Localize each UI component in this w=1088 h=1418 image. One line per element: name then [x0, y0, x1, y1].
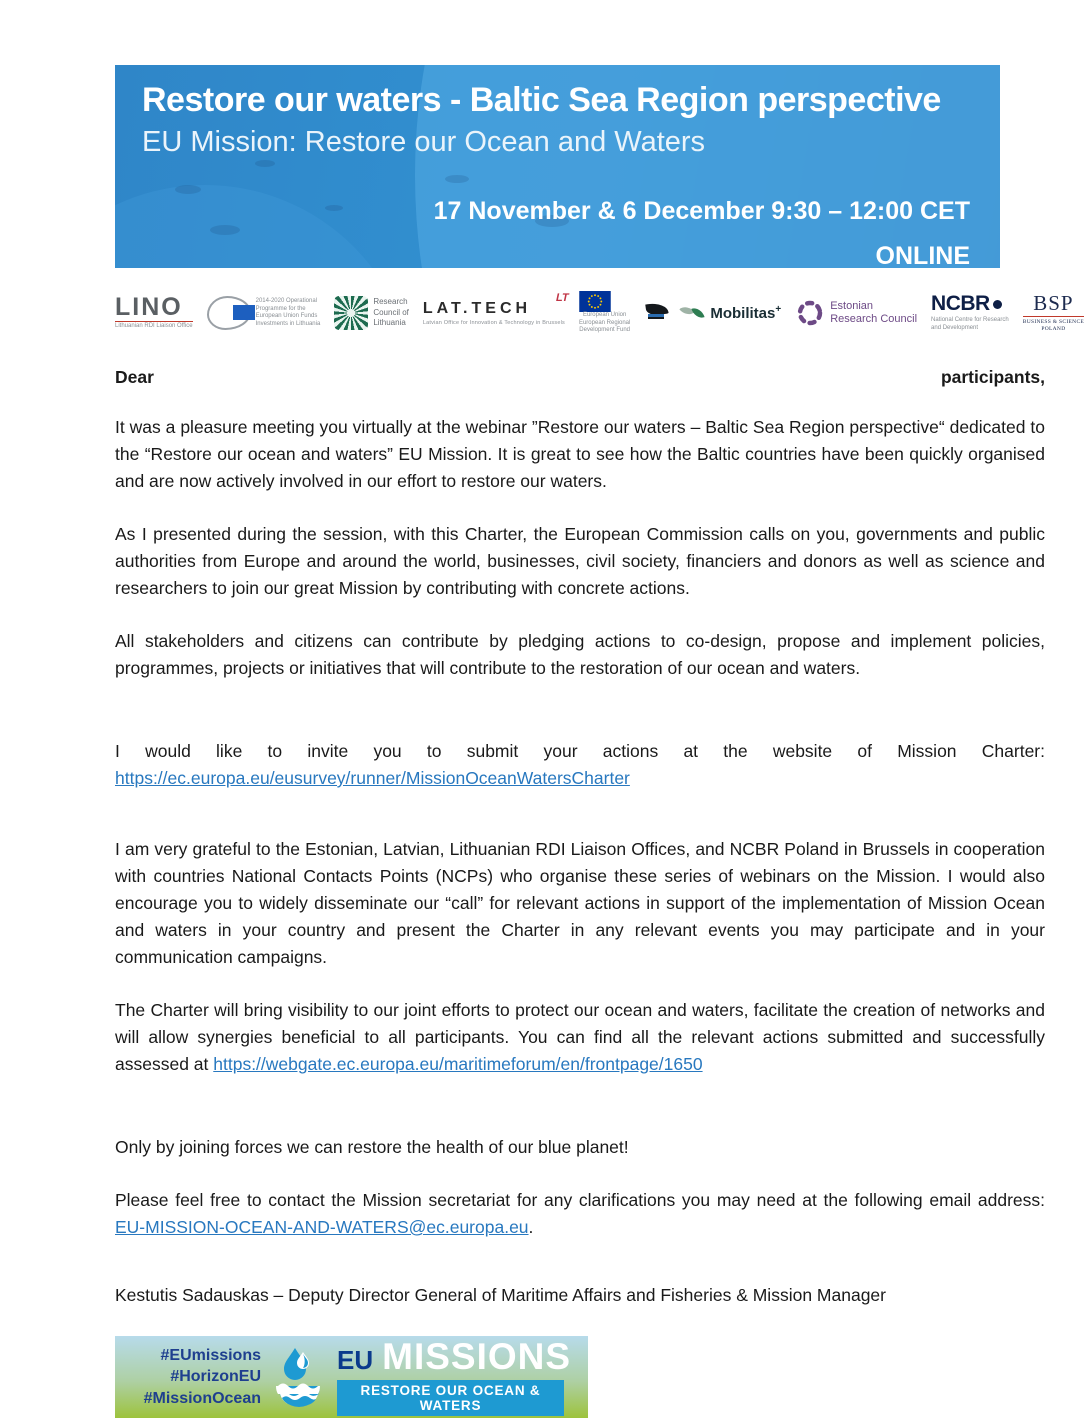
hashtag-missionocean: #MissionOcean: [143, 1389, 261, 1407]
lt-funds-text: European Union Funds: [255, 313, 318, 319]
mobilitas-wordmark: Mobilitas: [710, 305, 776, 322]
eu-flag-icon: [579, 291, 630, 312]
paragraph-2: As I presented during the session, with this Charter, the European Commission calls on you, governments and public authorities from Europe and around the world, businesses, civil society, financiers and donors as well as science and researchers to join our great Mission by contributing with concrete actions.: [115, 524, 1045, 598]
footer-tagline: RESTORE OUR OCEAN & WATERS: [337, 1380, 564, 1416]
bsp-rule: [1023, 316, 1084, 317]
paragraph-7: Only by joining forces we can restore the health of our blue planet!: [115, 1137, 629, 1157]
lino-wordmark: LINO: [115, 293, 183, 322]
ncbr-text: National Centre for Research: [931, 317, 1009, 324]
mobilitas-plus: +: [775, 304, 782, 315]
paragraph-3: All stakeholders and citizens can contribute by pledging actions to co-design, propose and implement policies, programmes, projects or initiatives that will contribute to the restoration of our ocean and waters.: [115, 631, 1045, 678]
paragraph-8: [115, 1187, 1045, 1241]
paragraph-5: I am very grateful to the Estonian, Latvian, Lithuanian RDI Liaison Offices, and NCBR Poland in Brussels in cooperation with countries National Contacts Points (NCPs) who organise these series of webinars on the Mission. I would also encourage you to widely disseminate our “call” for relevant actions in support of the implementation of Mission Ocean and waters in your country and present the Charter in any relevant events you may participate and in your communication campaigns.: [115, 839, 1045, 967]
estonian-flag-logo: [644, 303, 670, 323]
lattech-lt-mark: LT: [555, 291, 571, 304]
mission-email-link[interactable]: EU-MISSION-OCEAN-AND-WATERS@ec.europa.eu: [115, 1217, 529, 1237]
maritimeforum-link[interactable]: https://webgate.ec.europa.eu/maritimeforum/en/frontpage/1650: [213, 1054, 703, 1074]
eu-flag-text: European Union: [582, 312, 627, 319]
paragraph-4-text: I would like to invite you to submit your actions at the website of Mission Charter:: [115, 741, 1045, 761]
water-drop-waves-icon: [273, 1346, 325, 1408]
paragraph-4: [115, 738, 1045, 792]
bsp-text: POLAND: [1041, 326, 1066, 332]
lattech-wordmark: LAT.TECH: [422, 299, 532, 317]
salutation-line: [115, 367, 1045, 388]
hashtag-horizoneu: #HorizonEU: [170, 1368, 261, 1386]
ncbr-logo: [931, 293, 1009, 333]
banner-online-label: ONLINE: [875, 242, 970, 268]
eu-flag-text: Development Fund: [579, 327, 630, 334]
lt-funds-text: Programme for the: [255, 305, 306, 312]
lt-funds-text: Investments in Lithuania: [255, 320, 321, 327]
banner-subtitle: EU Mission: Restore our Ocean and Waters: [142, 126, 706, 158]
event-banner: [115, 65, 1000, 268]
partner-logo-strip: [115, 286, 1085, 340]
lithuania-map-icon: [207, 296, 251, 330]
estonian-research-council-logo: [795, 298, 917, 328]
mandala-icon: [334, 296, 368, 330]
erc-text: Estonian: [830, 300, 874, 313]
banner-datetime: 17 November & 6 December 9:30 – 12:00 CET: [433, 197, 970, 225]
bsp-wordmark: BSP: [1033, 290, 1074, 315]
lt-funds-text: 2014-2020 Operational: [255, 298, 317, 304]
eu-missions-wordmark: [337, 1335, 572, 1416]
lattech-logo: [422, 291, 571, 326]
lt-eu-funds-logo: [207, 296, 321, 330]
mobilitas-logo: [684, 304, 781, 322]
leaf-icon: [692, 306, 705, 321]
eu-flag-text: European Regional: [578, 319, 631, 326]
eu-label: EU: [337, 1344, 374, 1375]
rcl-text: Council of: [373, 307, 409, 317]
lino-subtitle: Lithuanian RDI Liaison Office: [115, 323, 193, 330]
ncbr-wordmark: NCBR: [931, 292, 990, 316]
bsp-logo: [1022, 290, 1085, 333]
lino-logo: [115, 295, 193, 331]
mission-charter-link[interactable]: https://ec.europa.eu/eusurvey/runner/MissionOceanWatersCharter: [115, 768, 630, 788]
ncbr-dot-icon: [993, 300, 1002, 309]
eu-flag-logo: [579, 291, 630, 335]
paragraph-8-text: Please feel free to contact the Mission secretariat for any clarifications you may need at the following email address:: [115, 1190, 1045, 1210]
signature-line: Kestutis Sadauskas – Deputy Director General of Maritime Affairs and Fisheries & Mission Manager: [115, 1285, 886, 1305]
banner-title: Restore our waters - Baltic Sea Region perspective: [142, 81, 941, 119]
paragraph-1: It was a pleasure meeting you virtually at the webinar ”Restore our waters – Baltic Sea Region perspective“ dedicated to the “Restore our ocean and waters” EU Mission. It is great to see how the Baltic countries have been quickly organised and are now actively involved in our effort to restore our waters.: [115, 417, 1045, 491]
research-council-lithuania-logo: [334, 296, 409, 330]
salutation-dear: Dear: [115, 367, 154, 387]
erc-text: Research Council: [830, 313, 918, 325]
missions-label: MISSIONS: [382, 1335, 572, 1377]
eu-missions-footer-banner: [115, 1336, 588, 1418]
hashtag-eumissions: #EUmissions: [160, 1346, 261, 1364]
paragraph-8-period: .: [528, 1217, 534, 1237]
ncbr-text: and Development: [931, 325, 979, 331]
paragraph-6: [115, 997, 1045, 1078]
rcl-text: Research: [373, 297, 408, 307]
document-page: [115, 65, 1085, 1418]
lattech-subtitle: Latvian Office for Innovation & Technology in Brussels: [422, 319, 565, 326]
salutation-participants: participants,: [940, 367, 1045, 387]
estonian-bird-icon: [644, 303, 670, 323]
lino-rule: [115, 321, 193, 322]
paragraph-6-text: The Charter will bring visibility to our joint efforts to protect our ocean and waters, facilitate the creation of networks and will allow synergies beneficial to all participants. You can find all the relevant actions submitted and successfully assessed at: [115, 1000, 1045, 1074]
hashtag-block: [139, 1345, 261, 1410]
rcl-text: Lithuania: [373, 318, 406, 328]
bsp-text: BUSINESS & SCIENCE: [1022, 318, 1085, 325]
erc-icon: [795, 298, 825, 328]
